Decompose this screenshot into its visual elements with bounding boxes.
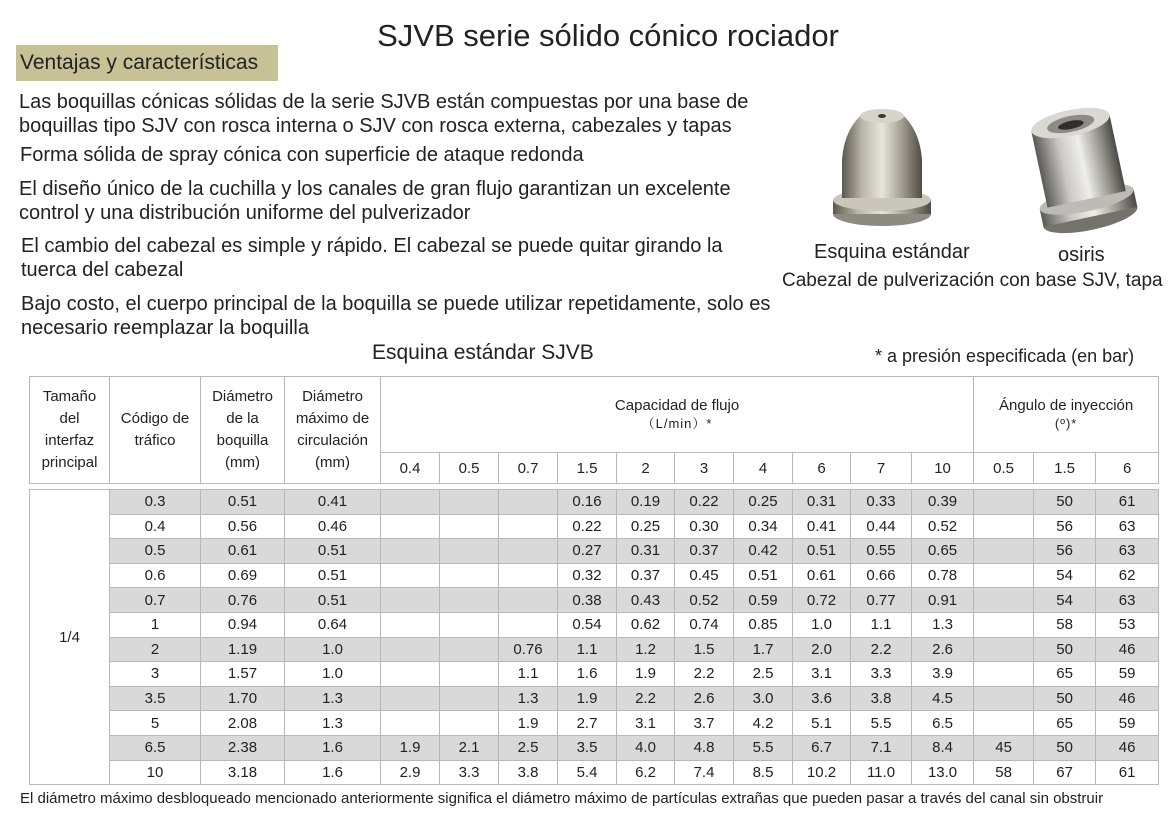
angle-cell: 63 — [1096, 539, 1159, 564]
angle-cell: 45 — [974, 735, 1034, 760]
flow-cell: 1.1 — [851, 612, 912, 637]
max-passage-cell: 1.0 — [285, 662, 381, 687]
header-unit: （L/min）* — [641, 415, 713, 431]
max-passage-cell: 1.3 — [285, 711, 381, 736]
flow-cell — [440, 612, 499, 637]
header-flow-capacity — [381, 377, 974, 453]
angle-cell: 56 — [1034, 514, 1096, 539]
flow-cell: 0.51 — [793, 539, 851, 564]
flow-cell — [440, 563, 499, 588]
code-cell: 0.5 — [110, 539, 201, 564]
flow-cell: 0.85 — [734, 612, 793, 637]
orifice-cell: 2.38 — [201, 735, 285, 760]
angle-cell: 56 — [1034, 539, 1096, 564]
flow-cell: 5.1 — [793, 711, 851, 736]
flow-cell: 3.5 — [558, 735, 617, 760]
angle-cell: 50 — [1034, 735, 1096, 760]
cap-nozzle-image — [1020, 96, 1140, 240]
flow-cell: 0.22 — [675, 490, 734, 515]
orifice-cell: 0.56 — [201, 514, 285, 539]
table-row — [30, 735, 1159, 760]
flow-cell: 0.41 — [793, 514, 851, 539]
code-cell: 10 — [110, 760, 201, 785]
angle-cell — [974, 514, 1034, 539]
flow-cell: 2.6 — [912, 637, 974, 662]
flow-cell: 10.2 — [793, 760, 851, 785]
angle-pressure-header: 0.5 — [974, 453, 1034, 484]
flow-cell: 3.9 — [912, 662, 974, 687]
flow-cell: 1.9 — [558, 686, 617, 711]
flow-cell: 0.74 — [675, 612, 734, 637]
flow-cell: 4.5 — [912, 686, 974, 711]
max-passage-cell: 1.6 — [285, 735, 381, 760]
table-title: Esquina estándar SJVB — [372, 341, 594, 364]
flow-cell — [381, 490, 440, 515]
flow-cell — [440, 490, 499, 515]
header-code — [110, 377, 201, 484]
feature-line: Forma sólida de spray cónica con superficie de ataque redonda — [20, 144, 584, 166]
flow-cell: 0.30 — [675, 514, 734, 539]
angle-pressure-header: 1.5 — [1034, 453, 1096, 484]
orifice-cell: 3.18 — [201, 760, 285, 785]
flow-cell: 6.2 — [617, 760, 675, 785]
angle-cell — [974, 539, 1034, 564]
flow-cell: 0.65 — [912, 539, 974, 564]
feature-paragraph-3 — [19, 177, 731, 225]
flow-cell: 0.52 — [675, 588, 734, 613]
header-interface-size — [30, 377, 110, 484]
flow-cell — [499, 588, 558, 613]
header-orifice — [201, 377, 285, 484]
max-passage-cell: 0.46 — [285, 514, 381, 539]
table-row — [30, 539, 1159, 564]
angle-cell — [974, 588, 1034, 613]
angle-cell: 50 — [1034, 686, 1096, 711]
feature-paragraph-2 — [20, 143, 584, 167]
page-title: SJVB serie sólido cónico rociador — [377, 18, 839, 53]
flow-cell: 0.59 — [734, 588, 793, 613]
flow-cell: 2.6 — [675, 686, 734, 711]
header-line: boquilla — [216, 432, 269, 449]
flow-cell — [440, 539, 499, 564]
flow-cell — [440, 588, 499, 613]
flow-cell: 13.0 — [912, 760, 974, 785]
standard-nozzle-caption: Esquina estándar — [814, 241, 970, 263]
flow-cell: 0.55 — [851, 539, 912, 564]
angle-cell: 59 — [1096, 662, 1159, 687]
code-cell: 0.4 — [110, 514, 201, 539]
angle-cell: 63 — [1096, 588, 1159, 613]
orifice-cell: 1.19 — [201, 637, 285, 662]
flow-cell: 4.2 — [734, 711, 793, 736]
flow-cell: 1.1 — [558, 637, 617, 662]
flow-cell: 3.3 — [851, 662, 912, 687]
max-passage-cell: 1.0 — [285, 637, 381, 662]
flow-pressure-header: 7 — [851, 453, 912, 484]
angle-cell — [974, 563, 1034, 588]
flow-pressure-header: 0.7 — [499, 453, 558, 484]
max-passage-cell: 1.6 — [285, 760, 381, 785]
flow-cell — [381, 612, 440, 637]
table-row — [30, 563, 1159, 588]
flow-cell — [440, 637, 499, 662]
angle-cell: 58 — [1034, 612, 1096, 637]
angle-cell: 61 — [1096, 760, 1159, 785]
flow-cell — [499, 563, 558, 588]
header-line: interfaz — [44, 432, 95, 449]
angle-cell — [974, 662, 1034, 687]
flow-cell — [499, 514, 558, 539]
angle-cell: 50 — [1034, 637, 1096, 662]
flow-cell — [440, 711, 499, 736]
angle-cell: 46 — [1096, 735, 1159, 760]
pressure-note: * a presión especificada (en bar) — [875, 346, 1135, 366]
feature-line: control y una distribución uniforme del pulverizador — [19, 202, 471, 224]
flow-cell — [499, 490, 558, 515]
flow-cell: 3.1 — [793, 662, 851, 687]
header-line: de la — [226, 410, 259, 427]
angle-cell: 58 — [974, 760, 1034, 785]
orifice-cell: 1.70 — [201, 686, 285, 711]
flow-cell: 1.9 — [617, 662, 675, 687]
flow-pressure-header: 1.5 — [558, 453, 617, 484]
flow-cell: 0.39 — [912, 490, 974, 515]
feature-line: Bajo costo, el cuerpo principal de la boquilla se puede utilizar repetidamente, solo es — [21, 293, 771, 315]
feature-paragraph-5 — [21, 292, 770, 340]
table-row — [30, 662, 1159, 687]
flow-cell — [499, 539, 558, 564]
max-passage-cell: 0.51 — [285, 588, 381, 613]
flow-pressure-header: 3 — [675, 453, 734, 484]
images-shared-caption: Cabezal de pulverización con base SJV, tapa — [782, 270, 1163, 291]
max-passage-cell: 0.51 — [285, 563, 381, 588]
code-cell: 1 — [110, 612, 201, 637]
feature-line: boquillas tipo SJV con rosca interna o SJV con rosca externa, cabezales y tapas — [19, 115, 732, 137]
flow-pressure-header: 6 — [793, 453, 851, 484]
code-cell: 2 — [110, 637, 201, 662]
flow-cell: 1.6 — [558, 662, 617, 687]
header-line: Ángulo de inyección — [998, 396, 1134, 414]
header-line: Diámetro — [302, 388, 363, 405]
flow-cell: 5.5 — [734, 735, 793, 760]
flow-cell — [381, 563, 440, 588]
table-row — [30, 612, 1159, 637]
angle-cell — [974, 711, 1034, 736]
angle-cell: 46 — [1096, 686, 1159, 711]
table-row — [30, 711, 1159, 736]
angle-cell: 59 — [1096, 711, 1159, 736]
flow-cell: 2.2 — [617, 686, 675, 711]
cap-nozzle-caption: osiris — [1058, 244, 1105, 266]
flow-cell — [381, 539, 440, 564]
orifice-cell: 0.76 — [201, 588, 285, 613]
flow-cell: 1.3 — [499, 686, 558, 711]
angle-pressure-header: 6 — [1096, 453, 1159, 484]
header-line: del — [59, 410, 80, 427]
flow-cell: 0.37 — [617, 563, 675, 588]
flow-cell: 0.76 — [499, 637, 558, 662]
flow-cell: 0.33 — [851, 490, 912, 515]
flow-cell: 11.0 — [851, 760, 912, 785]
max-passage-cell: 0.41 — [285, 490, 381, 515]
flow-cell: 1.5 — [675, 637, 734, 662]
orifice-cell: 0.51 — [201, 490, 285, 515]
standard-nozzle-image — [830, 102, 934, 238]
flow-cell: 2.0 — [793, 637, 851, 662]
flow-cell — [381, 662, 440, 687]
flow-cell: 0.72 — [793, 588, 851, 613]
orifice-cell: 0.61 — [201, 539, 285, 564]
flow-cell: 0.52 — [912, 514, 974, 539]
orifice-cell: 0.94 — [201, 612, 285, 637]
flow-cell: 0.62 — [617, 612, 675, 637]
table-row — [30, 490, 1159, 515]
flow-cell: 2.7 — [558, 711, 617, 736]
flow-pressure-header: 4 — [734, 453, 793, 484]
flow-cell: 7.4 — [675, 760, 734, 785]
flow-cell: 0.16 — [558, 490, 617, 515]
flow-cell: 3.6 — [793, 686, 851, 711]
flow-cell: 0.27 — [558, 539, 617, 564]
flow-pressure-header: 0.4 — [381, 453, 440, 484]
flow-cell: 3.8 — [851, 686, 912, 711]
flow-cell: 0.44 — [851, 514, 912, 539]
header-spray-angle — [974, 377, 1159, 453]
header-line: principal — [41, 454, 98, 471]
feature-line: tuerca del cabezal — [21, 259, 184, 281]
flow-cell: 1.9 — [381, 735, 440, 760]
header-line: circulación — [297, 432, 368, 449]
code-cell: 0.6 — [110, 563, 201, 588]
flow-cell — [440, 514, 499, 539]
flow-cell: 1.3 — [912, 612, 974, 637]
flow-cell — [381, 686, 440, 711]
angle-cell: 63 — [1096, 514, 1159, 539]
section-tag-features: Ventajas y características — [16, 45, 278, 81]
flow-cell: 0.25 — [734, 490, 793, 515]
angle-cell: 54 — [1034, 563, 1096, 588]
flow-cell — [381, 588, 440, 613]
flow-cell: 0.32 — [558, 563, 617, 588]
flow-cell: 0.43 — [617, 588, 675, 613]
flow-cell: 0.54 — [558, 612, 617, 637]
flow-cell: 0.42 — [734, 539, 793, 564]
code-cell: 0.3 — [110, 490, 201, 515]
header-line: Tamaño — [42, 388, 97, 405]
feature-paragraph-1 — [19, 90, 748, 138]
table-row — [30, 637, 1159, 662]
flow-cell: 3.0 — [734, 686, 793, 711]
header-line: Código de — [120, 410, 190, 427]
flow-cell: 4.0 — [617, 735, 675, 760]
flow-pressure-header: 0.5 — [440, 453, 499, 484]
code-cell: 3 — [110, 662, 201, 687]
header-line: (mm) — [315, 454, 350, 471]
flow-pressure-header: 10 — [912, 453, 974, 484]
flow-cell: 0.77 — [851, 588, 912, 613]
flow-cell: 1.0 — [793, 612, 851, 637]
code-cell: 5 — [110, 711, 201, 736]
angle-cell: 61 — [1096, 490, 1159, 515]
header-line: Capacidad de flujo — [614, 396, 740, 414]
flow-cell: 6.5 — [912, 711, 974, 736]
max-passage-cell: 1.3 — [285, 686, 381, 711]
flow-cell: 0.91 — [912, 588, 974, 613]
flow-cell: 2.9 — [381, 760, 440, 785]
flow-cell: 5.4 — [558, 760, 617, 785]
flow-cell: 1.9 — [499, 711, 558, 736]
flow-cell — [499, 612, 558, 637]
orifice-cell: 0.69 — [201, 563, 285, 588]
max-passage-cell: 0.64 — [285, 612, 381, 637]
angle-cell — [974, 490, 1034, 515]
flow-cell: 0.31 — [793, 490, 851, 515]
flow-cell: 2.2 — [851, 637, 912, 662]
header-line: Diámetro — [212, 388, 273, 405]
header-line: (mm) — [225, 454, 260, 471]
flow-cell: 0.38 — [558, 588, 617, 613]
flow-cell: 0.78 — [912, 563, 974, 588]
flow-cell — [440, 686, 499, 711]
table-row — [30, 760, 1159, 785]
flow-cell — [440, 662, 499, 687]
code-cell: 0.7 — [110, 588, 201, 613]
flow-cell: 0.37 — [675, 539, 734, 564]
feature-line: El diseño único de la cuchilla y los canales de gran flujo garantizan un excelente — [19, 178, 731, 200]
flow-cell: 1.2 — [617, 637, 675, 662]
flow-cell: 3.8 — [499, 760, 558, 785]
angle-cell — [974, 686, 1034, 711]
orifice-cell: 1.57 — [201, 662, 285, 687]
flow-pressure-header: 2 — [617, 453, 675, 484]
flow-cell: 0.51 — [734, 563, 793, 588]
flow-cell: 0.31 — [617, 539, 675, 564]
flow-cell: 7.1 — [851, 735, 912, 760]
header-line: máximo de — [295, 410, 370, 427]
flow-cell: 0.45 — [675, 563, 734, 588]
flow-cell: 0.34 — [734, 514, 793, 539]
flow-cell — [381, 637, 440, 662]
flow-cell: 5.5 — [851, 711, 912, 736]
flow-cell: 4.8 — [675, 735, 734, 760]
flow-cell: 0.22 — [558, 514, 617, 539]
flow-cell: 8.4 — [912, 735, 974, 760]
angle-cell: 53 — [1096, 612, 1159, 637]
orifice-cell: 2.08 — [201, 711, 285, 736]
table-row — [30, 686, 1159, 711]
max-passage-cell: 0.51 — [285, 539, 381, 564]
flow-cell — [381, 514, 440, 539]
interface-size-cell: 1/4 — [30, 490, 110, 785]
flow-cell: 2.2 — [675, 662, 734, 687]
angle-cell — [974, 612, 1034, 637]
flow-cell: 0.19 — [617, 490, 675, 515]
angle-cell: 54 — [1034, 588, 1096, 613]
header-line: tráfico — [134, 432, 176, 449]
header-max-passage — [285, 377, 381, 484]
flow-cell: 2.5 — [499, 735, 558, 760]
flow-cell: 2.1 — [440, 735, 499, 760]
angle-cell: 65 — [1034, 711, 1096, 736]
table-row — [30, 514, 1159, 539]
angle-cell: 67 — [1034, 760, 1096, 785]
flow-cell: 0.61 — [793, 563, 851, 588]
flow-cell: 3.1 — [617, 711, 675, 736]
flow-cell: 3.7 — [675, 711, 734, 736]
flow-cell: 0.66 — [851, 563, 912, 588]
flow-cell: 2.5 — [734, 662, 793, 687]
flow-cell: 0.25 — [617, 514, 675, 539]
angle-cell: 50 — [1034, 490, 1096, 515]
flow-cell: 1.1 — [499, 662, 558, 687]
angle-cell: 62 — [1096, 563, 1159, 588]
header-unit: (º)* — [1054, 415, 1078, 431]
flow-cell: 3.3 — [440, 760, 499, 785]
angle-cell — [974, 637, 1034, 662]
feature-line: El cambio del cabezal es simple y rápido. El cabezal se puede quitar girando la — [21, 235, 723, 257]
table-row — [30, 588, 1159, 613]
angle-cell: 46 — [1096, 637, 1159, 662]
feature-paragraph-4 — [21, 234, 723, 282]
spec-table — [29, 376, 1159, 785]
feature-line: necesario reemplazar la boquilla — [21, 317, 309, 339]
flow-cell: 8.5 — [734, 760, 793, 785]
footer-note: El diámetro máximo desbloqueado mencionado anteriormente significa el diámetro máximo de partículas extrañas que pueden pasar a través del canal sin obstruir — [20, 790, 1104, 807]
flow-cell — [381, 711, 440, 736]
code-cell: 6.5 — [110, 735, 201, 760]
feature-line: Las boquillas cónicas sólidas de la serie SJVB están compuestas por una base de — [19, 91, 749, 113]
angle-cell: 65 — [1034, 662, 1096, 687]
code-cell: 3.5 — [110, 686, 201, 711]
flow-cell: 1.7 — [734, 637, 793, 662]
flow-cell: 6.7 — [793, 735, 851, 760]
